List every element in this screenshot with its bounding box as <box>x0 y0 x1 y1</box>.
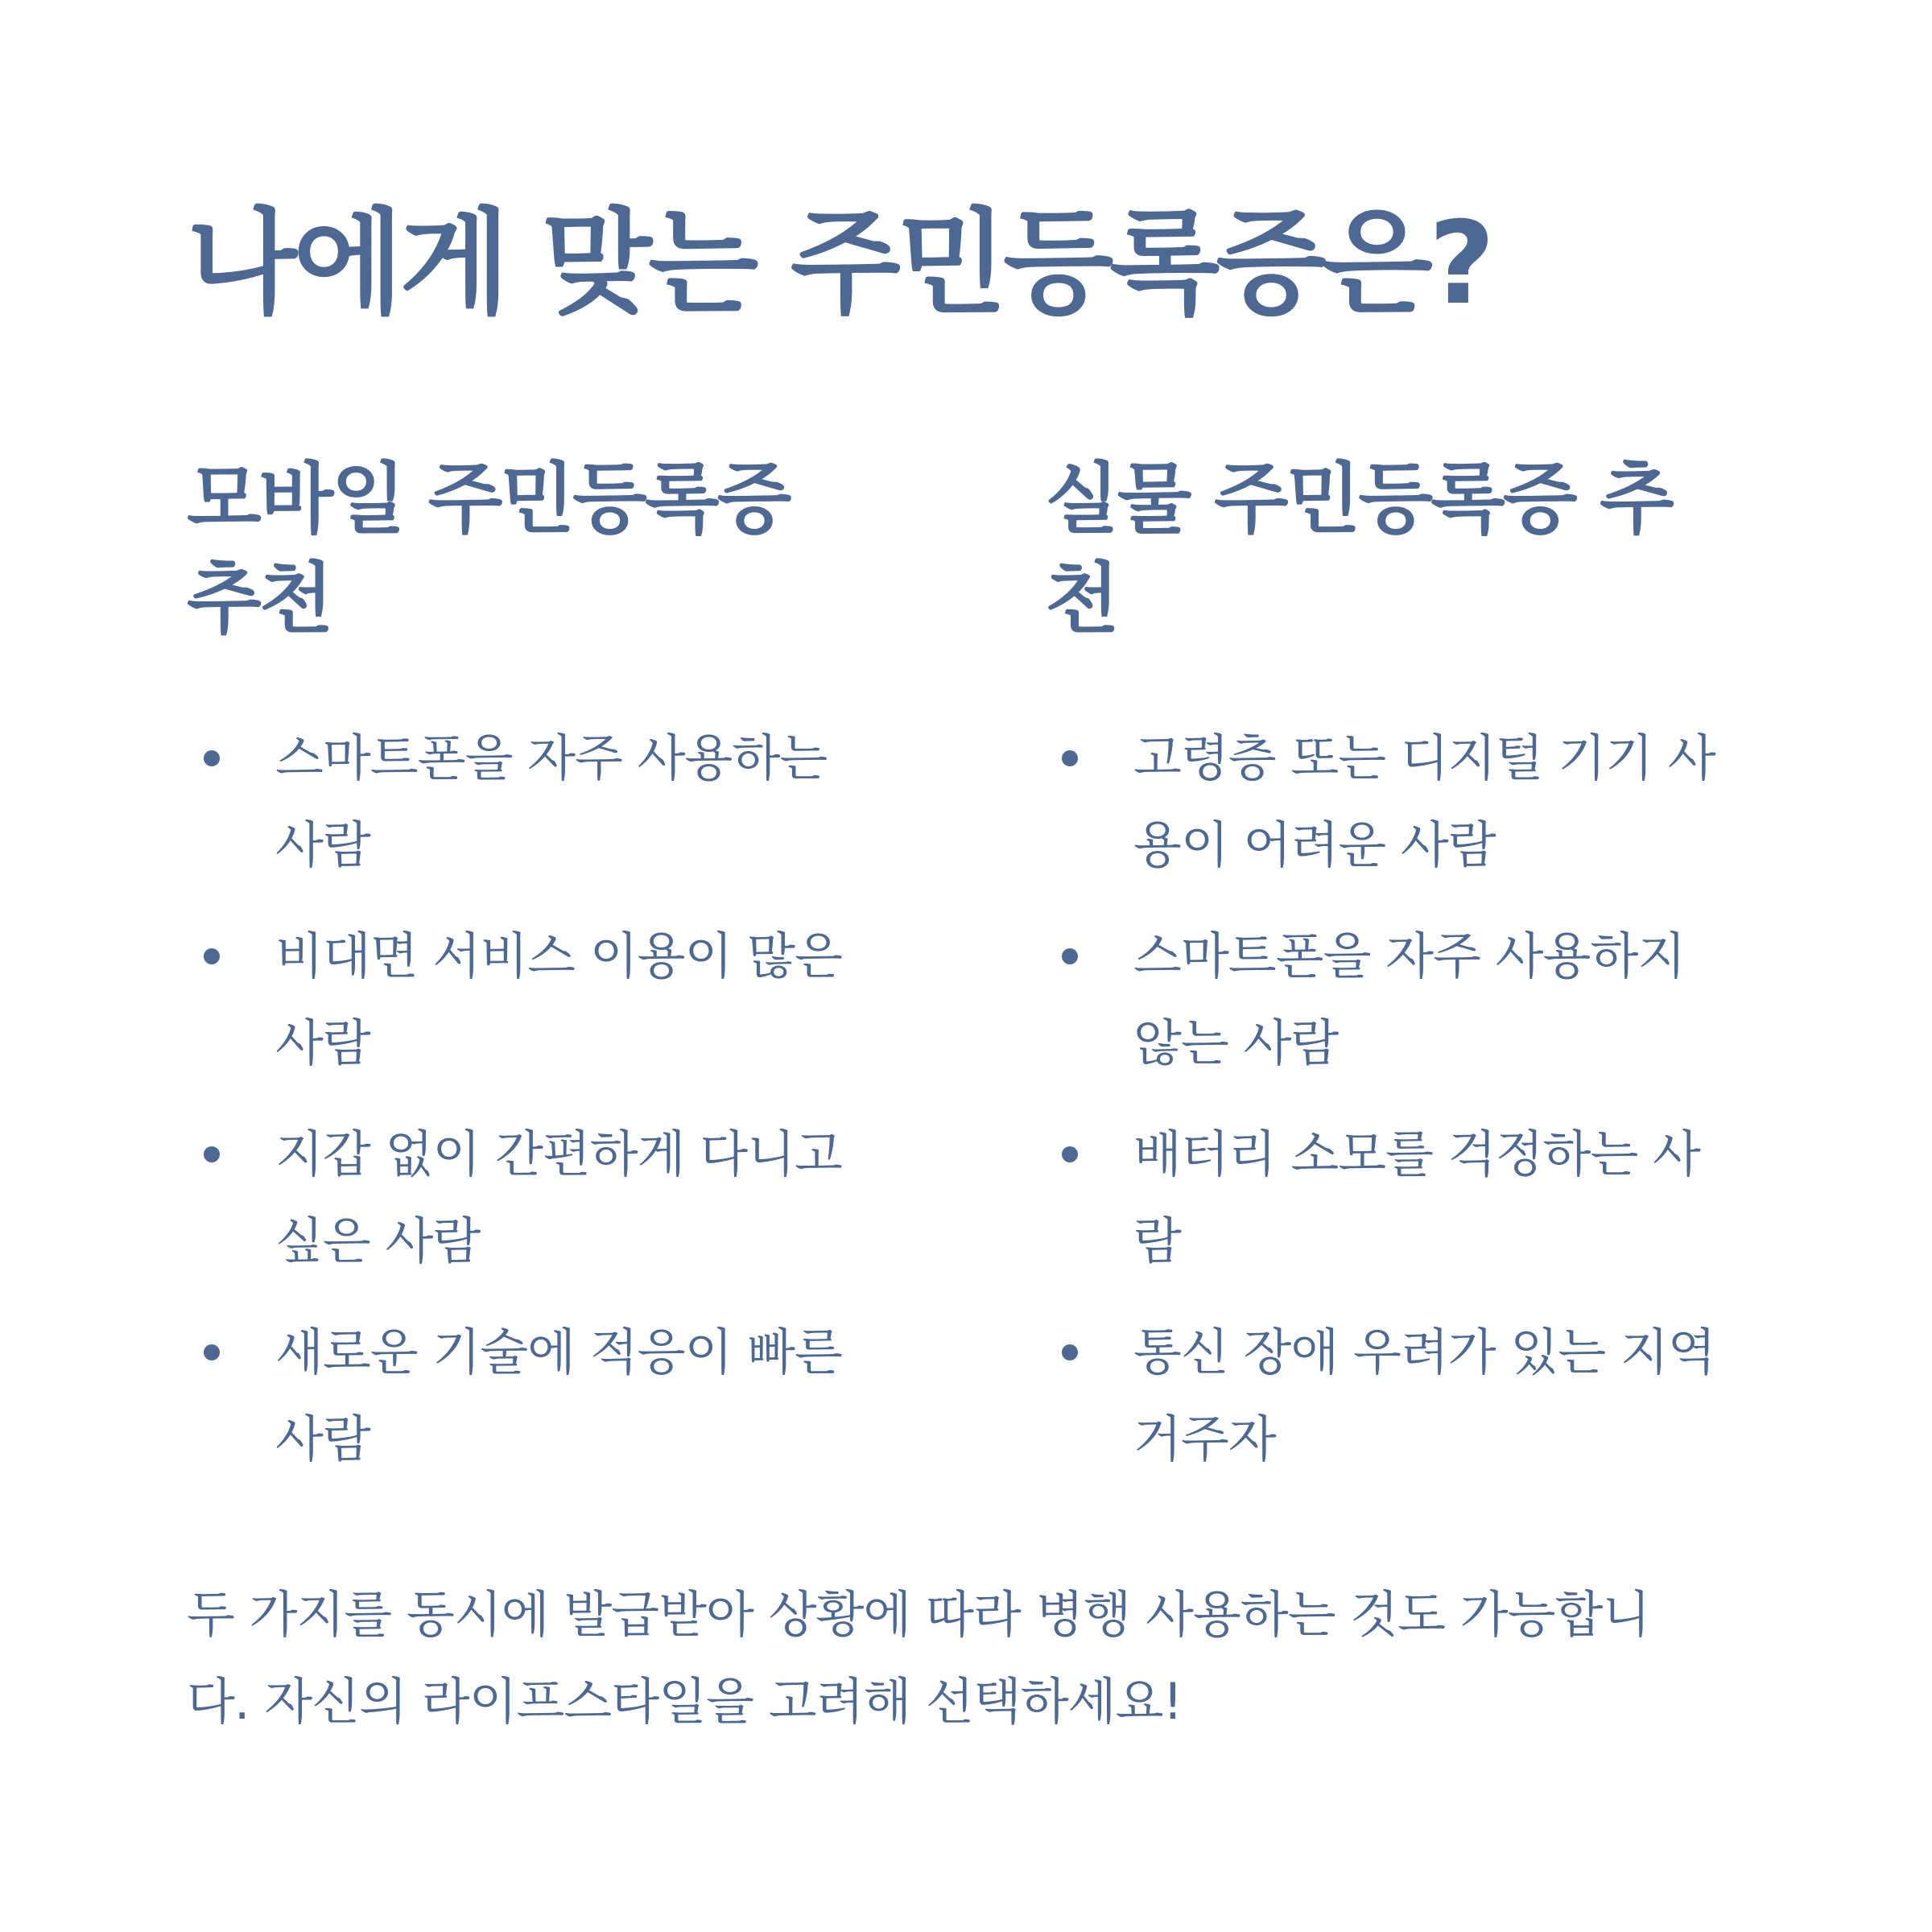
list-item-line: 용이 어려운 사람 <box>1133 815 1496 874</box>
mobile-id-heading <box>187 449 895 649</box>
list-item-line: 않는 사람 <box>1133 1013 1339 1072</box>
list-item-line: 사람 <box>275 1013 370 1072</box>
bullet-icon <box>1062 750 1078 766</box>
bullet-icon <box>1062 1146 1078 1162</box>
mobile-id-column <box>187 449 895 1468</box>
mobile-id-heading-line2: 추천 <box>187 554 332 644</box>
list-item-line: 고령층 또는 디지털 기기 사 <box>1133 729 1715 787</box>
bullet-icon <box>204 1146 220 1162</box>
list-item-text <box>1133 1309 1715 1483</box>
list-item-text <box>275 1111 842 1285</box>
list-item-text <box>1133 1111 1700 1285</box>
list-item-text <box>275 913 842 1087</box>
list-item-text <box>275 1309 842 1483</box>
footer-line: 다. 자신의 라이프스타일을 고려해 선택하세요! <box>187 1672 1183 1731</box>
list-item-line: 사람 <box>275 815 370 874</box>
bullet-icon <box>204 948 220 964</box>
list-item-line: 배터리 소모를 걱정하는 사 <box>1133 1125 1700 1183</box>
bullet-icon <box>204 1344 220 1360</box>
physical-id-heading-line2: 천 <box>1045 554 1117 644</box>
physical-id-heading-line1: 실물 주민등록증 추 <box>1045 454 1672 544</box>
list-item-line: 사람 <box>275 1410 370 1468</box>
mobile-id-heading-line1: 모바일 주민등록증 <box>187 454 790 544</box>
footer-line: 두 가지를 동시에 발급받아 상황에 따라 병행 사용하는 것도 가능합니 <box>187 1585 1650 1644</box>
footer-note <box>187 1571 1649 1745</box>
page-title: 나에게 맞는 주민등록증은? <box>187 197 1492 330</box>
bullet-icon <box>1062 1344 1078 1360</box>
list-item-text <box>1133 913 1685 1087</box>
list-item-text <box>275 715 827 889</box>
list-item-line: 스마트폰을 자주 사용하지 <box>1133 927 1686 985</box>
physical-id-column <box>1045 449 1769 1468</box>
list-item-text <box>1133 715 1715 889</box>
bullet-icon <box>1062 948 1078 964</box>
list-item-line: 거주자 <box>1133 1410 1276 1468</box>
list-item-line: 통신 장애 우려가 있는 지역 <box>1133 1323 1715 1381</box>
list-item-line: 비대면 서비스 이용이 많은 <box>275 927 842 985</box>
bullet-icon <box>204 750 220 766</box>
list-item-line: 지갑 없이 간편하게 다니고 <box>275 1125 842 1183</box>
list-item-line: 스마트폰을 자주 사용하는 <box>275 729 828 787</box>
list-item-line: 새로운 기술에 적응이 빠른 <box>275 1323 842 1381</box>
physical-id-heading <box>1045 449 1769 649</box>
list-item-line: 싶은 사람 <box>275 1212 481 1270</box>
list-item-line: 람 <box>1133 1212 1181 1270</box>
